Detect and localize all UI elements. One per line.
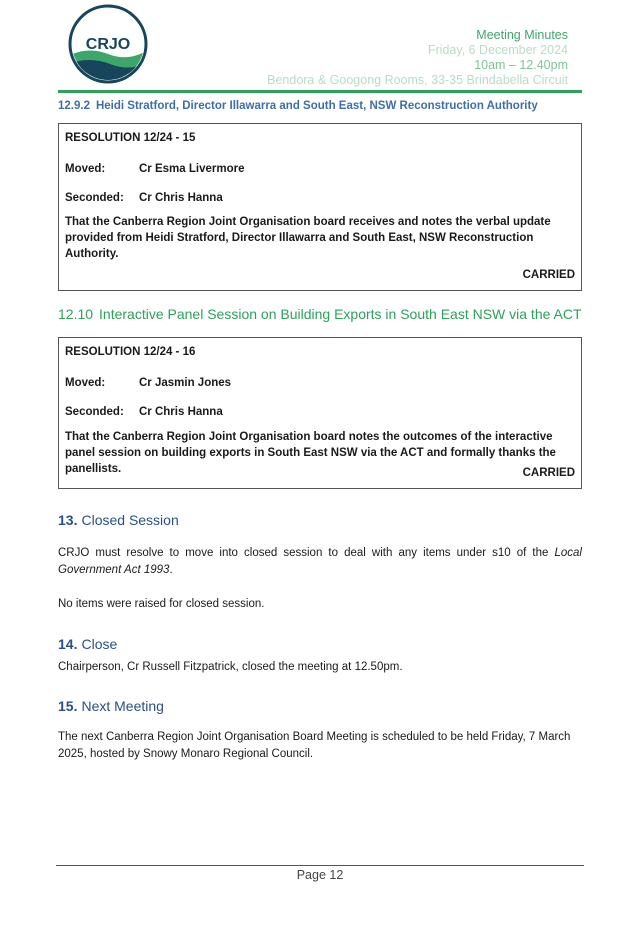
closed-session-note: No items were raised for closed session.: [58, 598, 265, 610]
resolution-box-16: [58, 337, 582, 489]
heading-13: 13. Closed Session: [58, 512, 179, 528]
meeting-location: Bendora & Googong Rooms, 33-35 Brindabella Circuit: [267, 73, 568, 87]
resolution-outcome: CARRIED: [522, 467, 575, 479]
heading-12-10: 12.10 Interactive Panel Session on Building Exports in South East NSW via the ACT: [58, 306, 582, 322]
doc-title: Meeting Minutes: [476, 28, 568, 42]
heading-15: 15. Next Meeting: [58, 698, 164, 714]
logo-text: CRJO: [85, 36, 131, 53]
seconded-row: Seconded: Cr Chris Hanna: [65, 406, 223, 418]
moved-row: Moved: Cr Esma Livermore: [65, 163, 245, 175]
resolution-id: RESOLUTION 12/24 - 15: [65, 132, 196, 144]
heading-12-9-2: 12.9.2 Heidi Stratford, Director Illawarra and South East, NSW Reconstruction Authority: [58, 100, 538, 112]
resolution-box-15: [58, 123, 582, 291]
meeting-date: Friday, 6 December 2024: [427, 43, 568, 57]
seconded-row: Seconded: Cr Chris Hanna: [65, 192, 223, 204]
resolution-id: RESOLUTION 12/24 - 16: [65, 346, 196, 358]
resolution-outcome: CARRIED: [522, 269, 575, 281]
header-info: [267, 28, 568, 88]
crjo-logo: [68, 4, 148, 84]
meeting-time: 10am – 12.40pm: [474, 58, 568, 72]
next-meeting-paragraph: The next Canberra Region Joint Organisation Board Meeting is scheduled to be held Friday, 7 March 2025, hosted by Snowy Monaro Regional Council.: [58, 731, 571, 760]
page-number: Page 12: [296, 868, 344, 882]
close-paragraph: Chairperson, Cr Russell Fitzpatrick, closed the meeting at 12.50pm.: [58, 661, 403, 673]
heading-14: 14. Close: [58, 636, 118, 652]
closed-session-paragraph: CRJO must resolve to move into closed session to deal with any items under s10 of the Local Government Act 1993.: [58, 547, 582, 576]
resolution-text: That the Canberra Region Joint Organisation board notes the outcomes of the interactive panel session on building exports in South East NSW via the ACT and formally thanks the panellists.: [65, 431, 556, 475]
footer-divider: [56, 865, 584, 866]
resolution-text: That the Canberra Region Joint Organisation board receives and notes the verbal update provided from Heidi Stratford, Director Illawarra and South East, NSW Reconstruction Authority.: [65, 216, 551, 260]
moved-row: Moved: Cr Jasmin Jones: [65, 377, 232, 389]
header-divider: [58, 90, 582, 93]
